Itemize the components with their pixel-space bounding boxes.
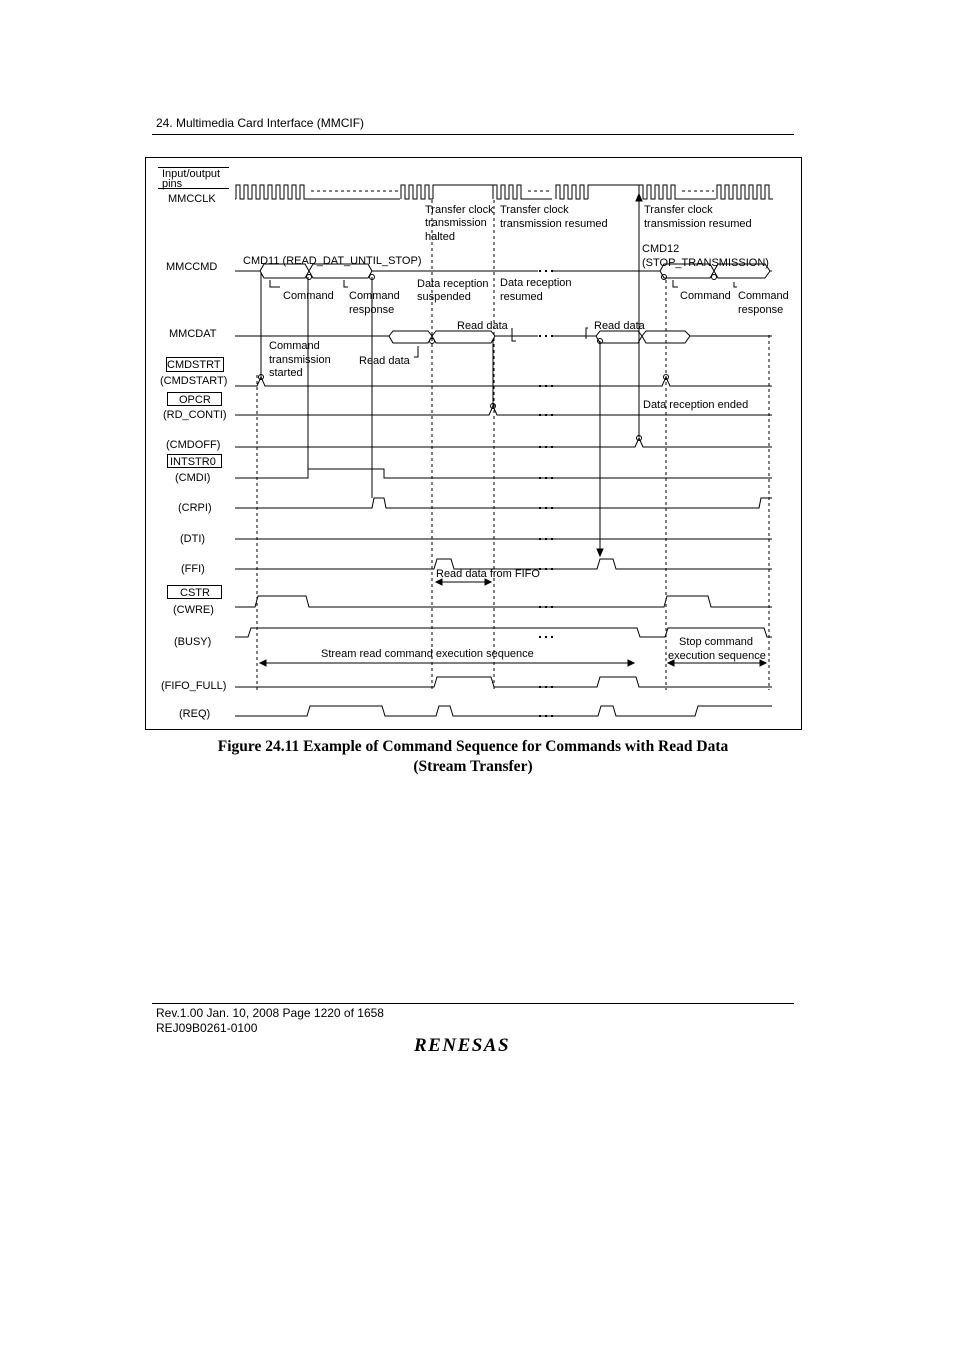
diagram-shape (636, 194, 642, 201)
break-dot (551, 636, 553, 638)
label-dti: (DTI) (180, 533, 206, 545)
diagram-shape (734, 282, 737, 287)
label-opcr: OPCR (179, 394, 211, 406)
break-dot (539, 686, 541, 688)
break-dot (551, 507, 553, 509)
break-dot (539, 446, 541, 448)
waveform-cwre (235, 596, 772, 607)
note-cmd-started-3: started (269, 367, 303, 379)
break-dot (539, 270, 541, 272)
break-dot (545, 414, 547, 416)
note-suspended-1: Data reception (417, 278, 489, 290)
note-stop-command-1: Stop command (679, 636, 753, 648)
label-mmcclk: MMCCLK (168, 193, 216, 205)
break-dot (545, 715, 547, 717)
waveform-mmcclk (235, 185, 773, 199)
note-suspended-2: suspended (417, 291, 471, 303)
label-intstr0: INTSTR0 (170, 456, 216, 468)
label-req: (REQ) (179, 708, 211, 720)
pins-header-line2: pins (162, 178, 183, 190)
break-dot (545, 686, 547, 688)
label-cmdoff: (CMDOFF) (166, 439, 221, 451)
note-cmd-started-1: Command (269, 340, 320, 352)
break-dot (545, 606, 547, 608)
break-dot (551, 270, 553, 272)
event-markers (257, 200, 769, 690)
note-command-1: Command (283, 290, 334, 302)
label-cwre: (CWRE) (173, 604, 214, 616)
break-dot (539, 477, 541, 479)
waveform-cmdstart (235, 377, 772, 386)
note-read-data-3: Read data (359, 355, 410, 367)
break-dot (551, 385, 553, 387)
note-command-2: Command (680, 290, 731, 302)
label-crpi: (CRPI) (178, 502, 212, 514)
note-read-data-1: Read data (457, 320, 508, 332)
note-cmd12-2: (STOP_TRANSMISSION) (642, 257, 769, 269)
diagram-shape (597, 549, 603, 556)
note-clk-halted-3: halted (425, 231, 455, 243)
break-dot (545, 477, 547, 479)
label-busy: (BUSY) (174, 636, 212, 648)
label-cmdstrt: CMDSTRT (167, 359, 221, 371)
break-dot (539, 538, 541, 540)
break-dot (551, 414, 553, 416)
note-cmd-started-2: transmission (269, 354, 331, 366)
label-fifo-full: (FIFO_FULL) (161, 680, 227, 692)
label-ffi: (FFI) (181, 563, 205, 575)
break-dot (551, 335, 553, 337)
break-dot (545, 507, 547, 509)
causal-arrows (261, 194, 642, 556)
note-cmd-response-1b: response (349, 304, 395, 316)
note-data-reception-ended: Data reception ended (643, 399, 749, 411)
footer-revision: Rev.1.00 Jan. 10, 2008 Page 1220 of 1658 (156, 1006, 384, 1020)
label-cstr: CSTR (180, 587, 210, 599)
break-dot (539, 715, 541, 717)
break-dot (545, 335, 547, 337)
diagram-shape (243, 204, 789, 662)
note-clk-halted-1: Transfer clock (425, 204, 494, 216)
waveform-cmdoff (235, 438, 772, 447)
label-cmdstart: (CMDSTART) (160, 375, 228, 387)
note-cmd11: CMD11 (READ_DAT_UNTIL_STOP) (243, 255, 422, 267)
figure-caption-line1: Figure 24.11 Example of Command Sequence for Commands with Read Data (217, 738, 729, 755)
diagram-shape (307, 275, 312, 280)
diagram-shape (260, 660, 266, 666)
footer-rule (152, 1003, 794, 1004)
waveform-fifo-full (235, 677, 772, 687)
note-cmd-response-2b: response (738, 304, 784, 316)
diagram-shape (260, 271, 372, 278)
break-dot (539, 414, 541, 416)
page-header: 24. Multimedia Card Interface (MMCIF) (156, 116, 365, 130)
diagram-shape (344, 280, 348, 287)
break-dot (551, 538, 553, 540)
diagram-shape (389, 336, 495, 343)
break-dot (545, 270, 547, 272)
renesas-logo: RENESAS (414, 1035, 511, 1056)
break-dot (551, 446, 553, 448)
break-dot (539, 335, 541, 337)
note-clk-resumed2-1: Transfer clock (644, 204, 713, 216)
note-clk-resumed2-2: transmission resumed (644, 218, 752, 230)
label-mmcdat: MMCDAT (169, 328, 217, 340)
diagram-shape (586, 328, 588, 339)
break-dot (551, 715, 553, 717)
break-dot (551, 568, 553, 570)
diagram-shape (158, 168, 229, 721)
diagram-shape (596, 336, 690, 343)
break-dot (551, 686, 553, 688)
break-dot (551, 606, 553, 608)
mmcclk-pulses (235, 185, 773, 199)
note-read-data-2: Read data (594, 320, 645, 332)
note-resumed-1: Data reception (500, 277, 572, 289)
break-dot (545, 385, 547, 387)
note-resumed-2: resumed (500, 291, 543, 303)
break-dot (539, 385, 541, 387)
diagram-shape (512, 328, 516, 341)
label-rd-conti: (RD_CONTI) (163, 409, 227, 421)
note-clk-resumed1-1: Transfer clock (500, 204, 569, 216)
note-stream-read: Stream read command execution sequence (321, 648, 534, 660)
footer-doc-number: REJ09B0261-0100 (156, 1021, 258, 1035)
note-clk-resumed1-2: transmission resumed (500, 218, 608, 230)
diagram-shape (673, 280, 678, 287)
break-dot (539, 606, 541, 608)
label-mmccmd: MMCCMD (166, 261, 218, 273)
break-dot (539, 636, 541, 638)
diagram-shape (712, 275, 717, 280)
figure-caption-line2: (Stream Transfer) (413, 758, 533, 775)
diagram-shape (540, 331, 772, 336)
waveform-cmdi (235, 469, 772, 478)
note-cmd-response-1a: Command (349, 290, 400, 302)
pins-header-line1: Input/output (162, 168, 221, 180)
note-cmd12-1: CMD12 (642, 243, 680, 255)
break-dot (545, 636, 547, 638)
waveform-crpi (235, 498, 772, 508)
waveform-req (235, 706, 772, 716)
break-dot (551, 477, 553, 479)
note-cmd-response-2a: Command (738, 290, 789, 302)
diagram-shape (628, 660, 634, 666)
break-dot (545, 538, 547, 540)
diagram-shape (414, 346, 418, 357)
diagram-shape (270, 280, 280, 287)
note-clk-halted-2: transmission (425, 217, 487, 229)
note-stop-command-2: execution sequence (668, 650, 766, 662)
break-dot (545, 568, 547, 570)
label-cmdi: (CMDI) (175, 472, 211, 484)
break-dot (539, 507, 541, 509)
note-read-data-fifo: Read data from FIFO (436, 568, 540, 580)
break-dot (545, 446, 547, 448)
